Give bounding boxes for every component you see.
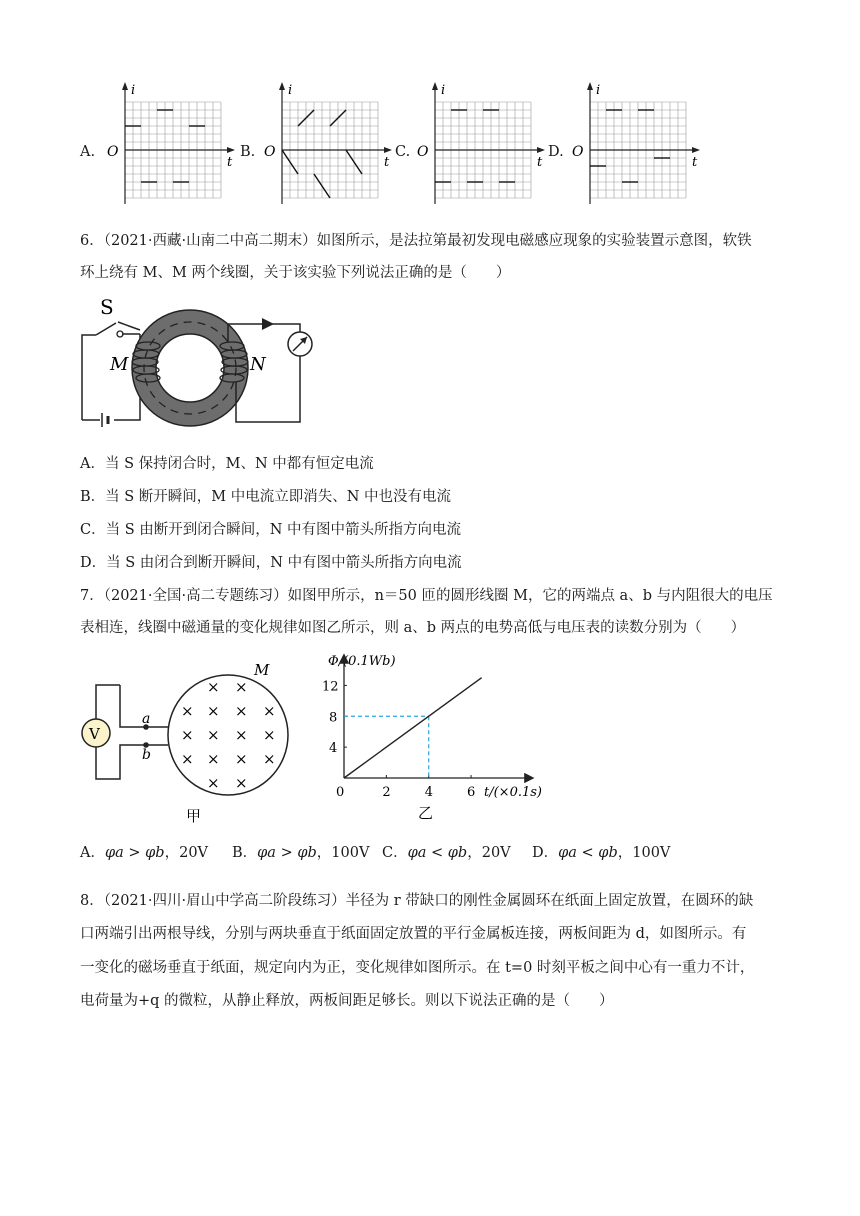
field-cross-mark: × [207,702,220,720]
t-axis-label: t [537,155,543,170]
q7-option-b-value: ，100V [316,845,370,861]
field-cross-mark: × [235,774,248,792]
field-cross-mark: × [235,678,248,696]
q7-option-b-relation: φa > φb [257,845,317,861]
q6-option-c: C．当 S 由断开到闭合瞬间，N 中有图中箭头所指方向电流 [80,522,462,538]
field-cross-mark: × [235,726,248,744]
q7-option-d-relation: φa < φb [558,845,618,861]
q6-switch-label: S [100,295,114,319]
q6-coil-n-label: N [250,354,266,375]
field-cross-mark: × [207,774,220,792]
field-cross-mark: × [235,750,248,768]
y-arrow [587,82,593,90]
i-axis-label: i [288,83,293,98]
q7-stem-line2: 表相连，线圈中磁通量的变化规律如图乙所示，则 a、b 两点的电势高低与电压表的读数分别为（ ） [80,620,746,636]
x-arrow [384,147,392,153]
y-tick-label: 4 [329,741,338,757]
t-axis-label: t [384,155,390,170]
q7-coil-m-label: M [254,661,270,679]
q7-chart-xlabel: t/(×0.1s) [484,785,542,800]
q7-figure-jia [78,655,308,825]
q5-graph-b [262,80,397,215]
x-arrow [692,147,700,153]
q5-option-c-label: C. [395,144,411,160]
x-tick-label: 2 [382,785,391,800]
q7-jia-caption: 甲 [186,807,202,825]
i-axis-label: i [596,83,601,98]
t-axis-label: t [227,155,233,170]
x-tick-label: 4 [424,785,433,800]
y-arrow [432,82,438,90]
field-cross-mark: × [207,726,220,744]
y-arrow [122,82,128,90]
q7-option-d [532,841,670,862]
q5-graph-c [415,80,550,215]
q8-line3: 一变化的磁场垂直于纸面，规定向内为正，变化规律如图所示。在 t=0 时刻平板之间中心有一重力不计， [80,960,755,976]
field-cross-mark: × [181,726,194,744]
q5-option-a-label: A. [80,144,96,160]
q7-stem-line1: 7．（2021·全国·高二专题练习）如图甲所示，n＝50 匝的圆形线圈 M，它的两端点 a、b 与内阻很大的电压 [80,588,773,604]
q7-point-b-label: b [142,747,151,763]
field-cross-mark: × [263,750,276,768]
q7-option-b [232,841,369,862]
field-cross-mark: × [181,750,194,768]
q7-point-a-label: a [142,711,151,727]
field-cross-mark: × [181,702,194,720]
q7-option-d-value: ，100V [617,845,671,861]
q6-coil-m-label: M [110,354,129,375]
q6-option-d: D．当 S 由闭合到断开瞬间，N 中有图中箭头所指方向电流 [80,555,462,571]
t-axis-label: t [692,155,698,170]
q5-option-d-label: D. [548,144,564,160]
q7-yi-caption: 乙 [418,804,434,822]
q5-graph-a [105,80,240,215]
q6-stem-line2: 环上绕有 M、M 两个线圈，关于该实验下列说法正确的是（ ） [80,265,511,281]
q8-line4: 电荷量为+q 的微粒，从静止释放，两板间距足够长。则以下说法正确的是（ ） [80,993,614,1009]
q6-figure [78,290,338,440]
i-axis-label: i [441,83,446,98]
field-cross-mark: × [235,702,248,720]
q8-line1: 8．（2021·四川·眉山中学高二阶段练习）半径为 r 带缺口的刚性金属圆环在纸面上固定放置，在圆环的缺 [80,893,754,909]
origin-label: O [572,144,584,160]
x-arrow [227,147,235,153]
field-cross-mark: × [263,726,276,744]
q7-option-a-relation: φa > φb [104,845,165,861]
origin-label: O [264,144,276,160]
i-axis-label: i [131,83,136,98]
q6-option-b: B．当 S 断开瞬间，M 中电流立即消失、N 中也没有电流 [80,489,452,505]
q7-option-b-letter: B． [232,845,258,861]
y-tick-label: 12 [322,679,339,695]
flux-line [344,678,482,778]
q7-chart-ylabel: Φ/(0.1Wb) [328,654,396,669]
q7-option-a-value: ，20V [164,845,209,861]
q8-line2: 口两端引出两根导线，分别与两块垂直于纸面固定放置的平行金属板连接，两板间距为 d，如图所示。有 [80,926,747,942]
q7-option-a [80,841,208,862]
q7-option-a-letter: A． [80,845,105,861]
q7-figure-yi-chart [318,650,548,825]
field-cross-mark: × [207,678,220,696]
q5-options [0,80,860,220]
x-tick-label: 6 [467,785,476,800]
y-arrow [279,82,285,90]
q7-option-c-relation: φa < φb [407,845,468,861]
q7-voltmeter-label: V [89,725,100,743]
q7-option-c-letter: C． [382,845,408,861]
q7-chart-origin: 0 [336,785,345,800]
y-tick-label: 8 [329,710,338,726]
q7-options [80,841,780,861]
origin-label: O [417,144,429,160]
q6-option-a: A．当 S 保持闭合时，M、N 中都有恒定电流 [80,456,374,472]
q5-option-b-label: B. [240,144,256,160]
q6-stem-line1: 6．（2021·西藏·山南二中高二期末）如图所示，是法拉第最初发现电磁感应现象的实验装置示意图，软铁 [80,233,752,249]
q5-graph-d [570,80,705,215]
q7-option-c-value: ，20V [467,845,511,861]
field-cross-mark: × [263,702,276,720]
x-arrow [537,147,545,153]
q7-option-c [382,841,511,862]
origin-label: O [107,144,119,160]
q7-option-d-letter: D． [532,845,559,861]
field-cross-mark: × [207,750,220,768]
